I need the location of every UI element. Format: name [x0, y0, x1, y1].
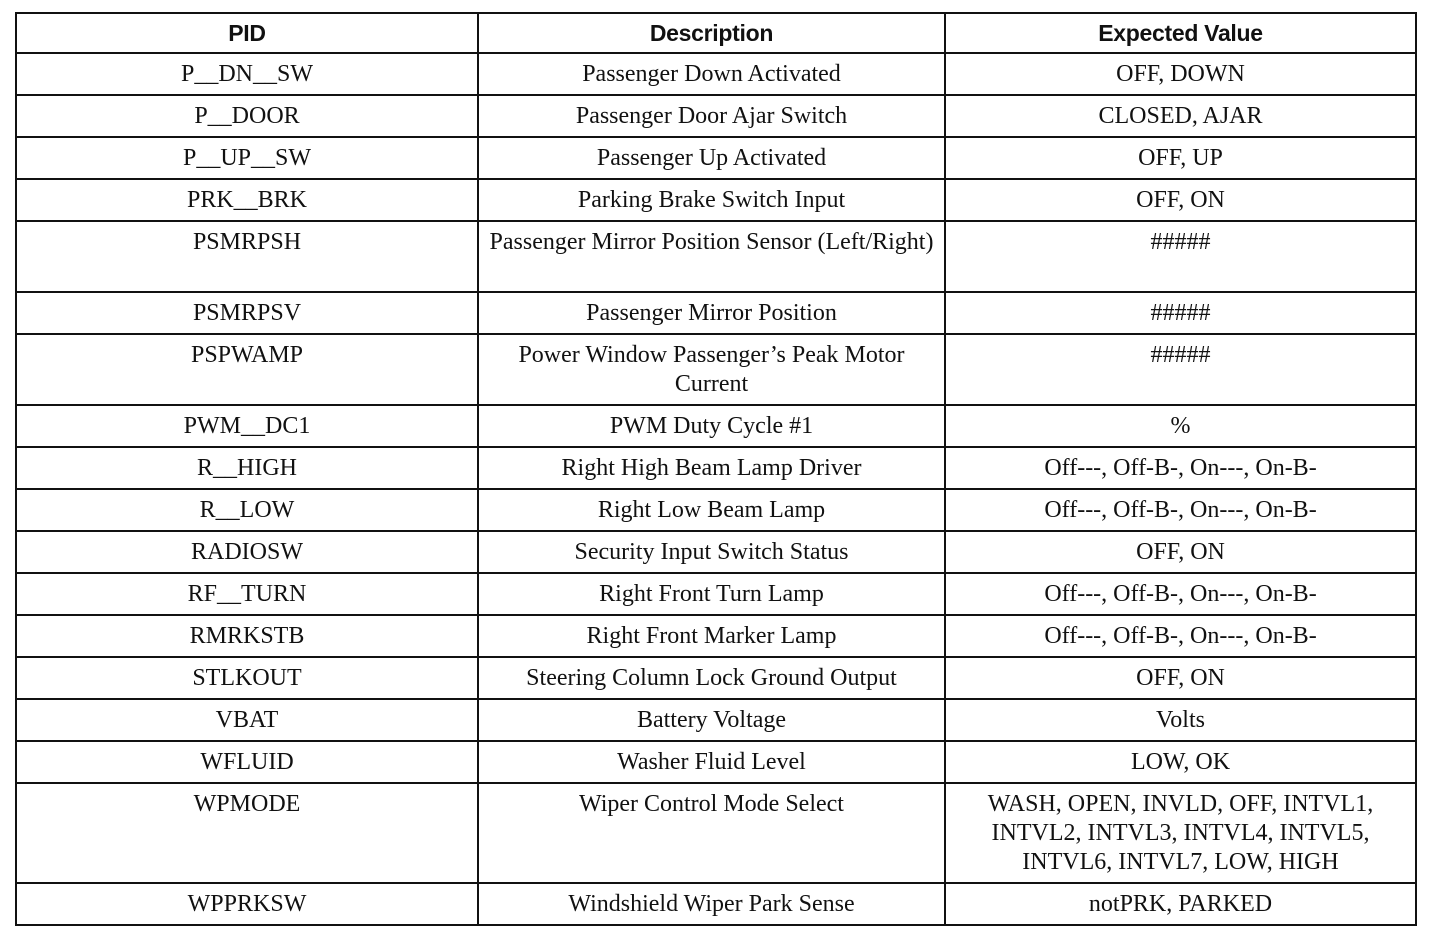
table-header [16, 13, 1416, 53]
pid-cell: PWM__DC1 [16, 405, 478, 447]
expected-value-cell: ##### [945, 334, 1416, 405]
pid-cell: PSMRPSH [16, 221, 478, 292]
pid-cell: STLKOUT [16, 657, 478, 699]
expected-value-cell: WASH, OPEN, INVLD, OFF, INTVL1, INTVL2, INTVL3, INTVL4, INTVL5, INTVL6, INTVL7, LOW, HIGH [945, 783, 1416, 883]
header-row [16, 13, 1416, 53]
pid-cell: R__LOW [16, 489, 478, 531]
expected-value-cell: notPRK, PARKED [945, 883, 1416, 925]
description-cell: Windshield Wiper Park Sense [478, 883, 945, 925]
expected-value-cell: Volts [945, 699, 1416, 741]
pid-cell: P__DOOR [16, 95, 478, 137]
pid-cell: WFLUID [16, 741, 478, 783]
pid-cell: WPPRKSW [16, 883, 478, 925]
expected-value-cell: Off---, Off-B-, On---, On-B- [945, 447, 1416, 489]
table-row [16, 699, 1416, 741]
pid-cell: PSMRPSV [16, 292, 478, 334]
table-row [16, 615, 1416, 657]
header-expected-value: Expected Value [945, 13, 1416, 53]
expected-value-cell: OFF, ON [945, 179, 1416, 221]
pid-cell: P__UP__SW [16, 137, 478, 179]
table-row [16, 292, 1416, 334]
table-row [16, 573, 1416, 615]
description-cell: Power Window Passenger’s Peak Motor Current [478, 334, 945, 405]
description-cell: Right Low Beam Lamp [478, 489, 945, 531]
table-row [16, 883, 1416, 925]
description-cell: Parking Brake Switch Input [478, 179, 945, 221]
description-cell: Passenger Mirror Position [478, 292, 945, 334]
table-row [16, 95, 1416, 137]
pid-cell: R__HIGH [16, 447, 478, 489]
table-row [16, 783, 1416, 883]
expected-value-cell: Off---, Off-B-, On---, On-B- [945, 615, 1416, 657]
pid-table-container [15, 12, 1415, 926]
table-row [16, 405, 1416, 447]
table-row [16, 657, 1416, 699]
expected-value-cell: OFF, DOWN [945, 53, 1416, 95]
table-row [16, 447, 1416, 489]
table-row [16, 53, 1416, 95]
expected-value-cell: ##### [945, 221, 1416, 292]
description-cell: Battery Voltage [478, 699, 945, 741]
expected-value-cell: OFF, UP [945, 137, 1416, 179]
table-body [16, 53, 1416, 925]
pid-cell: RMRKSTB [16, 615, 478, 657]
table-row [16, 531, 1416, 573]
pid-cell: RF__TURN [16, 573, 478, 615]
description-cell: Passenger Mirror Position Sensor (Left/Right) [478, 221, 945, 292]
description-cell: Security Input Switch Status [478, 531, 945, 573]
expected-value-cell: CLOSED, AJAR [945, 95, 1416, 137]
header-description: Description [478, 13, 945, 53]
description-cell: Right Front Marker Lamp [478, 615, 945, 657]
table-row [16, 137, 1416, 179]
expected-value-cell: OFF, ON [945, 531, 1416, 573]
expected-value-cell: OFF, ON [945, 657, 1416, 699]
pid-cell: RADIOSW [16, 531, 478, 573]
pid-cell: VBAT [16, 699, 478, 741]
expected-value-cell: Off---, Off-B-, On---, On-B- [945, 573, 1416, 615]
description-cell: Steering Column Lock Ground Output [478, 657, 945, 699]
table-row [16, 334, 1416, 405]
pid-cell: P__DN__SW [16, 53, 478, 95]
description-cell: Wiper Control Mode Select [478, 783, 945, 883]
expected-value-cell: LOW, OK [945, 741, 1416, 783]
description-cell: Right Front Turn Lamp [478, 573, 945, 615]
description-cell: Passenger Door Ajar Switch [478, 95, 945, 137]
table-row [16, 179, 1416, 221]
expected-value-cell: Off---, Off-B-, On---, On-B- [945, 489, 1416, 531]
expected-value-cell: % [945, 405, 1416, 447]
description-cell: Passenger Down Activated [478, 53, 945, 95]
table-row [16, 489, 1416, 531]
pid-table [15, 12, 1417, 926]
pid-cell: PSPWAMP [16, 334, 478, 405]
table-row [16, 741, 1416, 783]
pid-cell: PRK__BRK [16, 179, 478, 221]
description-cell: PWM Duty Cycle #1 [478, 405, 945, 447]
description-cell: Passenger Up Activated [478, 137, 945, 179]
expected-value-cell: ##### [945, 292, 1416, 334]
description-cell: Right High Beam Lamp Driver [478, 447, 945, 489]
pid-cell: WPMODE [16, 783, 478, 883]
table-row [16, 221, 1416, 292]
description-cell: Washer Fluid Level [478, 741, 945, 783]
header-pid: PID [16, 13, 478, 53]
